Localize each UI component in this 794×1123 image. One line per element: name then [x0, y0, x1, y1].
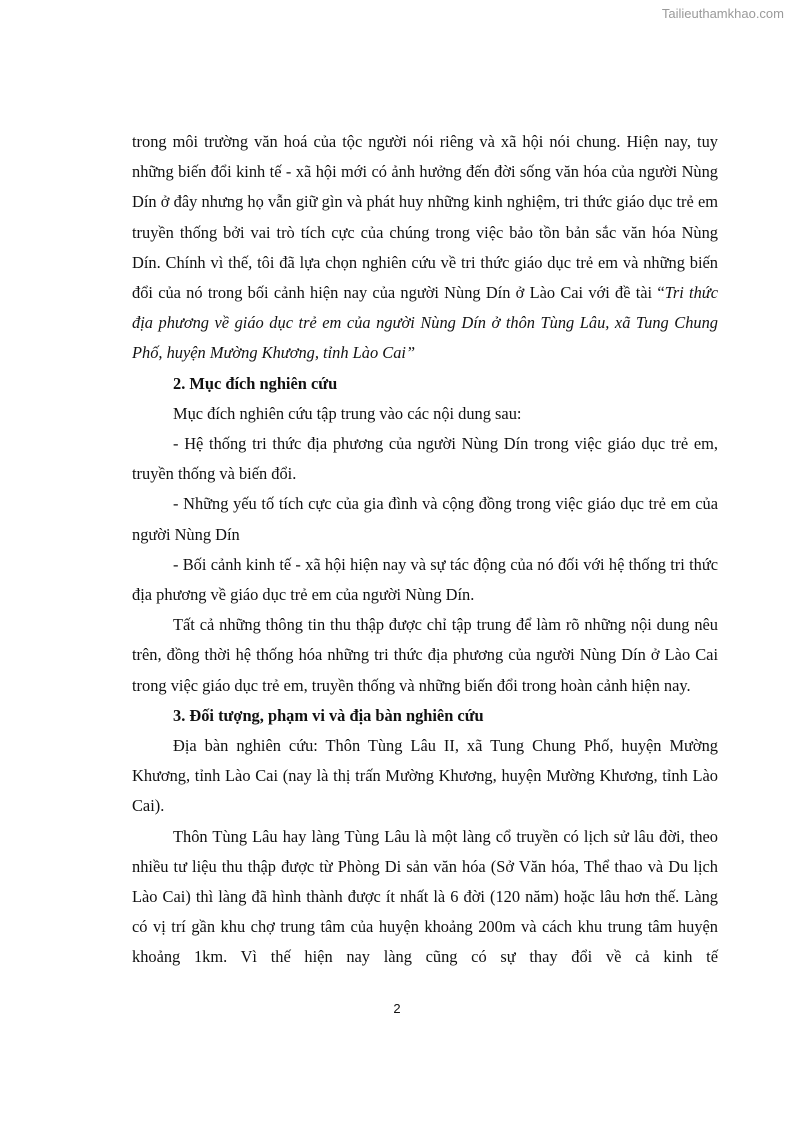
intro-paragraph [132, 127, 718, 369]
section-2-lead: Mục đích nghiên cứu tập trung vào các nội dung sau: [173, 403, 522, 423]
list-item: - Hệ thống tri thức địa phương của người Nùng Dín trong việc giáo dục trẻ em, truyền thống và biến đổi. [132, 434, 718, 484]
page-number: 2 [393, 1001, 401, 1016]
thesis-title: Tri thức địa phương về giáo dục trẻ em của người Nùng Dín ở thôn Tùng Lâu, xã Tung Chung Phố, huyện Mường Khương, tỉnh Lào Cai” [132, 283, 718, 363]
intro-text: trong môi trường văn hoá của tộc người nói riêng và xã hội nói chung. Hiện nay, tuy những biến đổi kinh tế - xã hội mới có ảnh hưởng đến đời sống văn hóa của người Nùng Dín ở đây nhưng họ vẫn giữ gìn và phát huy những kinh nghiệm, tri thức giáo dục trẻ em truyền thống bởi vai trò tích cực của chúng trong việc bảo tồn bản sắc văn hóa Nùng Dín. Chính vì thế, tôi đã lựa chọn nghiên cứu về tri thức giáo dục trẻ em và những biến đổi của nó trong bối cảnh hiện nay của người Nùng Dín ở Lào Cai với đề tài “ [132, 132, 718, 303]
list-item: - Những yếu tố tích cực của gia đình và cộng đồng trong việc giáo dục trẻ em của người Nùng Dín [132, 494, 718, 544]
section-2-heading: 2. Mục đích nghiên cứu [173, 373, 338, 393]
section-3-location: Địa bàn nghiên cứu: Thôn Tùng Lâu II, xã Tung Chung Phố, huyện Mường Khương, tỉnh Lào Cai (nay là thị trấn Mường Khương, huyện Mường Khương, tỉnh Lào Cai). [132, 736, 718, 816]
section-2-summary: Tất cả những thông tin thu thập được chỉ tập trung để làm rõ những nội dung nêu trên, đồng thời hệ thống hóa những tri thức địa phương của người Nùng Dín ở Lào Cai trong việc giáo dục trẻ em, truyền thống và những biến đổi trong hoàn cảnh hiện nay. [132, 615, 718, 695]
list-item: - Bối cảnh kinh tế - xã hội hiện nay và sự tác động của nó đối với hệ thống tri thức địa phương về giáo dục trẻ em của người Nùng Dín. [132, 554, 718, 605]
watermark: Tailieuthamkhao.com [661, 6, 784, 21]
section-3-description: Thôn Tùng Lâu hay làng Tùng Lâu là một làng cổ truyền có lịch sử lâu đời, theo nhiều tư liệu thu thập được từ Phòng Di sản văn hóa (Sở Văn hóa, Thể thao và Du lịch Lào Cai) thì làng đã hình thành được ít nhất là 6 đời (120 năm) hoặc lâu hơn thế. Làng có vị trí gần khu chợ trung tâm của huyện khoảng 200m và cách khu trung tâm huyện khoảng 1km. Vì thế hiện nay làng cũng có sự thay đổi về cả kinh tế [132, 826, 718, 967]
section-3-heading: 3. Đối tượng, phạm vi và địa bàn nghiên cứu [173, 705, 484, 725]
document-body [132, 127, 718, 973]
